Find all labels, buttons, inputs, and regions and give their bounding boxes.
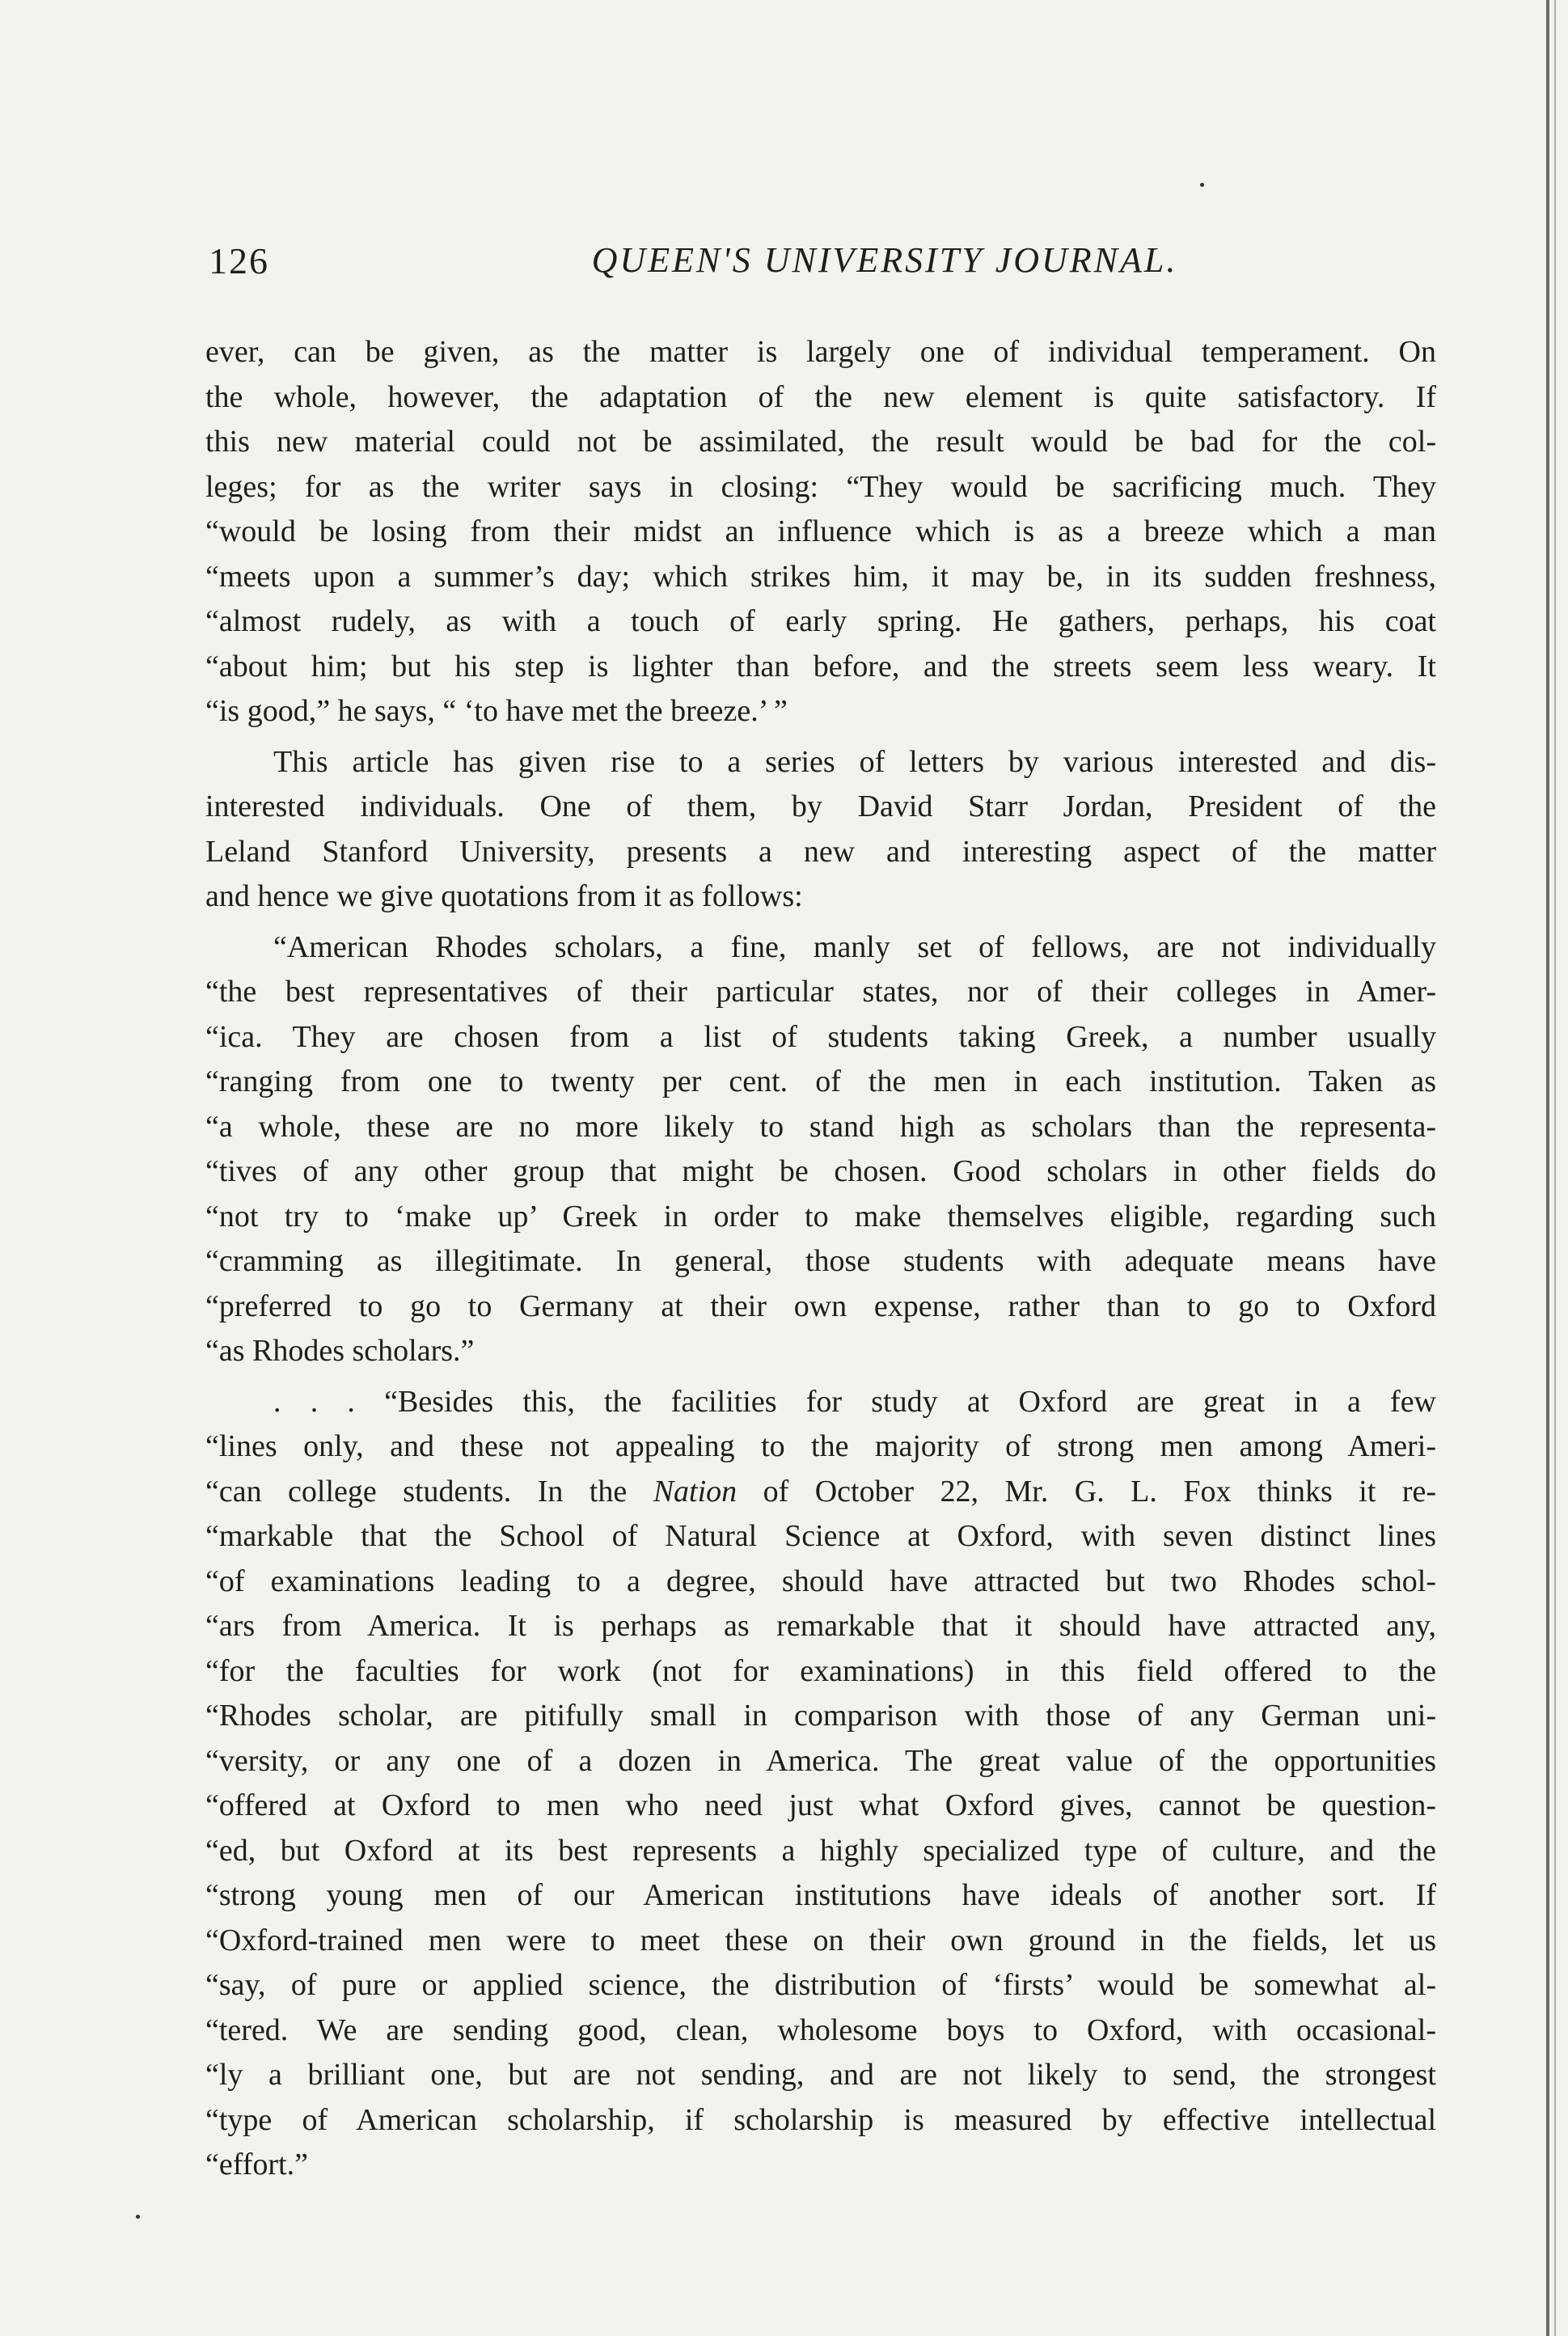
text-line: This article has given rise to a series of letters by various interested and dis- (273, 744, 1436, 779)
paragraph (205, 330, 1436, 734)
page-number: 126 (209, 240, 269, 281)
text-line: “ed, but Oxford at its best represents a highly specialized type of culture, and the (205, 1833, 1436, 1868)
text-line: “would be losing from their midst an influence which is as a breeze which a man (205, 514, 1436, 548)
text-line: “the best representatives of their particular states, nor of their colleges in Amer- (205, 975, 1436, 1009)
text-line: this new material could not be assimilated, the result would be bad for the col- (205, 425, 1436, 459)
text-line: leges; for as the writer says in closing: “They would be sacrificing much. They (205, 469, 1436, 504)
text-line: “as Rhodes scholars.” (205, 1334, 475, 1368)
text-line: “meets upon a summer’s day; which strikes him, it may be, in its sudden freshness, (205, 559, 1436, 594)
text-line: interested individuals. One of them, by David Starr Jordan, President of the (205, 789, 1436, 823)
text-line: “offered at Oxford to men who need just what Oxford gives, cannot be question- (205, 1788, 1436, 1822)
text-line: “for the faculties for work (not for examinations) in this field offered to the (205, 1653, 1436, 1688)
text-line: and hence we give quotations from it as follows: (205, 879, 803, 913)
periodical-title: Nation (653, 1474, 738, 1509)
text-line: . . . “Besides this, the facilities for study at Oxford are great in a few (273, 1384, 1436, 1419)
text-line: “ly a brilliant one, but are not sending, and are not likely to send, the strongest (205, 2058, 1436, 2092)
text-line: “can college students. In the Nation of October 22, Mr. G. L. Fox thinks it re- (205, 1474, 1436, 1509)
page-edge-shadow (1546, 0, 1549, 2336)
text-line: “about him; but his step is lighter than before, and the streets seem less weary. It (205, 649, 1436, 683)
page-edge-shadow-inner (1554, 0, 1556, 2336)
paragraph (205, 740, 1436, 920)
text-line: “lines only, and these not appealing to the majority of strong men among Ameri- (205, 1429, 1436, 1463)
text-line: “say, of pure or applied science, the distribution of ‘firsts’ would be somewhat al- (205, 1968, 1436, 2002)
text-line: “ica. They are chosen from a list of students taking Greek, a number usually (205, 1019, 1436, 1054)
paragraph (205, 925, 1436, 1374)
text-line: “type of American scholarship, if scholarship is measured by effective intellectual (205, 2102, 1436, 2137)
text-line: “is good,” he says, “ ‘to have met the breeze.’ ” (205, 694, 788, 728)
print-speck (136, 2215, 140, 2219)
text-line: “strong young men of our American institutions have ideals of another sort. If (205, 1878, 1436, 1912)
article-body (205, 330, 1436, 2194)
text-line: “Oxford-trained men were to meet these on their own ground in the fields, let us (205, 1923, 1436, 1957)
text-line: “preferred to go to Germany at their own expense, rather than to go to Oxford (205, 1289, 1436, 1323)
text-line: “American Rhodes scholars, a fine, manly set of fellows, are not individually (273, 929, 1436, 964)
running-head (209, 239, 1439, 288)
text-line: “versity, or any one of a dozen in America. The great value of the opportunities (205, 1743, 1436, 1778)
text-line: “markable that the School of Natural Science at Oxford, with seven distinct lines (205, 1519, 1436, 1553)
text-line: “ars from America. It is perhaps as remarkable that it should have attracted any, (205, 1609, 1436, 1643)
text-line: the whole, however, the adaptation of the new element is quite satisfactory. If (205, 379, 1436, 414)
text-line: “tives of any other group that might be chosen. Good scholars in other fields do (205, 1154, 1436, 1188)
text-line: Leland Stanford University, presents a new and interesting aspect of the matter (205, 834, 1436, 869)
text-line: “tered. We are sending good, clean, wholesome boys to Oxford, with occasional- (205, 2012, 1436, 2047)
text-line: “Rhodes scholar, are pitifully small in comparison with those of any German uni- (205, 1699, 1436, 1733)
paragraph (205, 1380, 1436, 2188)
text-line: “not try to ‘make up’ Greek in order to make themselves eligible, regarding such (205, 1199, 1436, 1234)
text-line: “ranging from one to twenty per cent. of the men in each institution. Taken as (205, 1064, 1436, 1098)
print-speck (1200, 183, 1204, 187)
text-line: “a whole, these are no more likely to stand high as scholars than the representa- (205, 1109, 1436, 1144)
text-line: “of examinations leading to a degree, should have attracted but two Rhodes schol- (205, 1564, 1436, 1598)
text-line: “effort.” (205, 2148, 308, 2182)
text-line: “cramming as illegitimate. In general, those students with adequate means have (205, 1244, 1436, 1278)
text-line: “almost rudely, as with a touch of early spring. He gathers, perhaps, his coat (205, 604, 1436, 638)
text-line: ever, can be given, as the matter is largely one of individual temperament. On (205, 335, 1436, 369)
journal-title: QUEEN'S UNIVERSITY JOURNAL. (591, 240, 1178, 280)
